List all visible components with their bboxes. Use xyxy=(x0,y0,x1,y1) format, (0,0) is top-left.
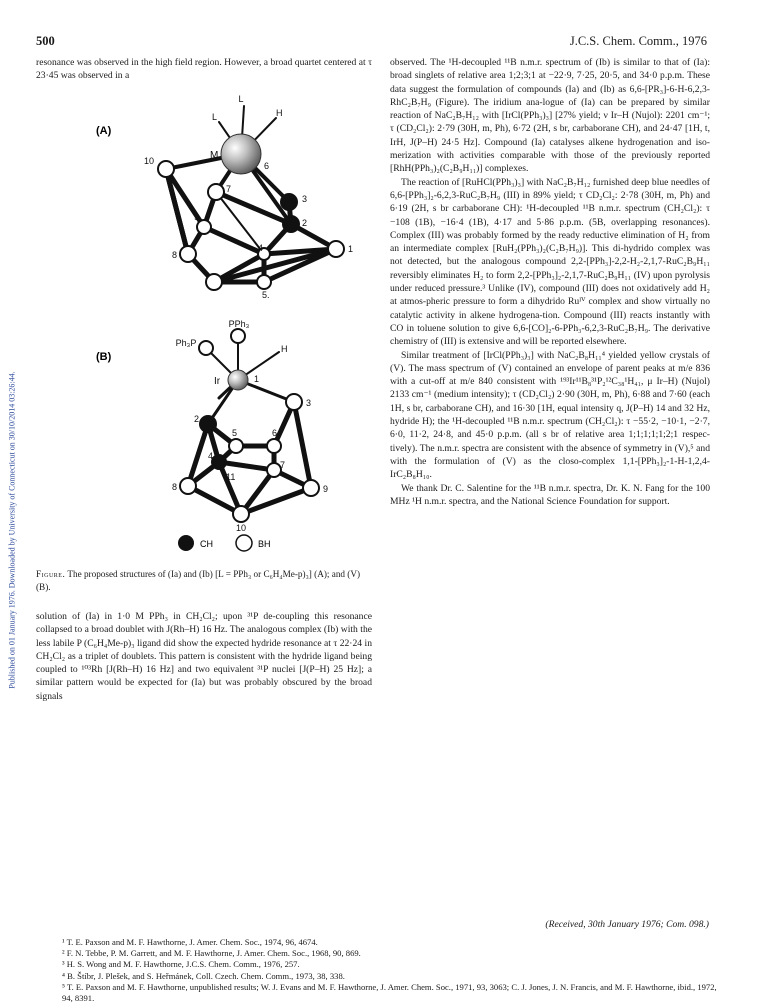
ch-vertex-2 xyxy=(283,216,299,232)
bh-vertex-3b xyxy=(286,394,302,410)
atom-label: 8 xyxy=(172,482,178,492)
panel-b-label: (B) xyxy=(96,351,112,363)
bh-vertex-9 xyxy=(197,220,211,234)
legend-bh-label: BH xyxy=(258,539,271,549)
atom-label: 4 xyxy=(208,451,214,461)
ch-vertex-2b xyxy=(200,416,216,432)
bh-vertex-8b xyxy=(180,478,196,494)
atom-label: 11 xyxy=(226,472,236,482)
ch-legend-marker xyxy=(178,535,194,551)
left-column-bottom-text xyxy=(36,610,372,703)
atom-label: 3 xyxy=(306,398,312,408)
bh-vertex-7b xyxy=(267,463,281,477)
atom-label: L xyxy=(238,94,244,104)
atom-label: 7 xyxy=(226,184,232,194)
bh-vertex-5 xyxy=(206,274,222,290)
atom-label: 1 xyxy=(254,374,260,384)
atom-label: PPh₃ xyxy=(228,319,250,329)
figure xyxy=(36,84,376,554)
reference: ² F. N. Tebbe, P. M. Garrett, and M. F. Hawthorne, J. Amer. Chem. Soc., 1968, 90, 869. xyxy=(62,948,361,959)
left-column-top-text xyxy=(36,56,372,83)
figure-legend xyxy=(178,535,271,551)
paragraph: The reaction of [RuHCl(PPh₃)₃] with NaC₂B₇H₁₂ furnished deep blue needles of 6,6-[PPh₃]₂-6,2,3-RuC₂B₇H₉ (III) in 89% yield; τ CD₂Cl₂: 2·78 (30H, m, Ph) and 6·19 (2H, s br carbaborane CH): ¹H-decoupled ¹¹B n.m.r. spectrum (CH₂Cl₂): τ −108 (1B), −16·4 (1B), 4·17 and 5·86 p.p.m. (5B, overlapping resonances). Complex (III) was probably formed by the ready reductive elimination of H₂ from an intermediate complex [RuH₂(PPh₃)₂(C₂B₇H₉)]. This di-hydrido complex was not detected, but the analogous compound 2,2-[PPh₃]-2,2-H₂-2,1,7-RuC₂B₉H₁₁ reversibly eliminates H₂ to form 2,2-[PPh₃]₂-2,1,7-RuC₂B₉H₁₁ (IV) upon pyrolysis under reduced pressure.³ Unlike (IV), compound (III) does not oxidatively add H₂ at atmos-pheric pressure to form a dihydrido Ruᴵⱽ complex and show virtually no catalytic activity in alkene hydrogena-tion. Compound (III) reacts instantly with CO in toluene solution to give 6,6-[CO]₂-6-PPh₃-6,2,3-RuC₂B₇H₉. The derivative chemistry of (III) is extensive and will be reported elsewhere. xyxy=(390,176,710,348)
references xyxy=(62,937,722,1004)
reference: ¹ T. E. Paxson and M. F. Hawthorne, J. Amer. Chem. Soc., 1974, 96, 4674. xyxy=(62,937,318,947)
bh-vertex-10b xyxy=(233,506,249,522)
atom-label: Ph₃P xyxy=(175,338,197,348)
atom-label: 9 xyxy=(194,212,200,222)
bh-vertex-1 xyxy=(328,241,344,257)
figure-caption xyxy=(36,568,372,593)
paragraph: resonance was observed in the high field region. However, a broad quartet centered at τ 23·45 was observed in a xyxy=(36,57,372,82)
atom-label: Ir xyxy=(214,376,221,387)
legend-ch-label: CH xyxy=(200,539,213,549)
atom-label: 9 xyxy=(323,484,329,494)
reference: ³ H. S. Wong and M. F. Hawthorne, J.C.S. Chem. Comm., 1976, 257. xyxy=(62,959,300,970)
reference: ⁵ T. E. Paxson and M. F. Hawthorne, unpublished results; W. J. Evans and M. F. Hawthorne, J. Amer. Chem. Soc., 1971, 93, 3063; C. J. Jones, J. N. Francis, and M. F. Hawthorne, ibid., 1972, 94, 8391. xyxy=(62,981,717,1004)
paragraph: observed. The ¹H-decoupled ¹¹B n.m.r. spectrum of (Ib) is similar to that of (Ia): broad singlets of relative area 1;2;3;1 at −22·9, 7·25, 20·5, and 34·0 p.p.m. These data suggest the formulation of compounds (Ia) and (Ib) as 6,6-[PR₃]-6-H-6,2,3-RhC₂B₇H₉ (Figure). The iridium ana-logue of (Ia) can be prepared by similar reaction of NaC₂B₇H₁₂ with [IrCl(PPh₃)₃] [27% yield; ν Ir–H (Nujol): 2201 cm⁻¹; τ (CD₂Cl₂): 2·79 (30H, m, Ph), 6·72 (2H, s br, carbaborane CH), and 24·47 [1H, t, IrH, J(P–H) 24·5 Hz]. Compound (Ia) catalyses alkene hydrogenation and iso-merization with activities comparable with those of the previously reported [RhH(PPh₃)₂(C₂B₉H₁₁)] complexes. xyxy=(390,57,710,175)
metal-atom-m xyxy=(221,134,261,174)
atom-label: 1 xyxy=(348,244,354,254)
download-watermark xyxy=(6,170,18,890)
right-column-text xyxy=(390,56,710,508)
atom-label: H xyxy=(281,344,288,354)
phosphine-left xyxy=(199,341,213,355)
panel-a-label: (A) xyxy=(96,125,112,137)
atom-label: L xyxy=(212,112,218,122)
reference: ⁴ B. Štíbr, J. Plešek, and S. Heřmánek, Coll. Czech. Chem. Comm., 1973, 38, 338. xyxy=(62,970,345,981)
atom-label: 10 xyxy=(144,156,155,166)
atom-label: 4 xyxy=(258,243,264,253)
ch-vertex-4b xyxy=(212,455,226,469)
caption-text: The proposed structures of (Ia) and (Ib) [L = PPh₃ or C₆H₄Me-p)₃] (A); and (V) (B). xyxy=(36,569,361,592)
bh-vertex-6b2 xyxy=(267,439,281,453)
atom-label: 2 xyxy=(302,218,308,228)
atom-label: 5 xyxy=(232,428,238,438)
phosphine-top xyxy=(231,329,245,343)
bh-vertex-6b xyxy=(257,275,271,289)
structure-figure-svg xyxy=(36,84,376,554)
caption-label: Figure. xyxy=(36,569,66,579)
atom-label: 2 xyxy=(194,414,200,424)
panel-a-atoms xyxy=(158,134,344,290)
journal-header: J.C.S. Chem. Comm., 1976 xyxy=(569,34,707,48)
iridium-atom xyxy=(228,370,248,390)
atom-label: M xyxy=(210,150,219,161)
paragraph: Similar treatment of [IrCl(PPh₃)₃] with NaC₂B₈H₁₁⁴ yielded yellow crystals of (V). The mass spectrum of (V) contained an envelope of parent peaks at m/e 836 with a cut-off at m/e 840 consistent with ¹⁹³Ir¹¹B₈³¹P₂¹²C₃₈¹H₄₁, μ Ir–H) (Nujol) 2133 cm⁻¹ (medium intensity); τ (CD₂Cl₂) 2·90 (30H, m, Ph), 6·88 and 7·60 (each 1H, s br, carbaborane CH), and 16·30 [1H, equal intensity q, J(P–H) 14 and 32 Hz, hydride H); the ¹H-decoupled ¹¹B n.m.r. spectrum (CH₂Cl₂): τ −55·2, −10·1, −2·7, 6·0, 11·2, 24·8, and 45·0 p.p.m. (all s br of relative area 1;1;1;1;1;2;1 respec-tively). The n.m.r. spectra are consistent with the absence of symmetry in (V),⁵ and with the formulation of (V) as the closo-complex 1,1-[PPh₃]₂-1-H-1,2,4-IrC₂B₈H₁₀. xyxy=(390,349,710,481)
bh-vertex-7 xyxy=(208,184,224,200)
atom-label: 7 xyxy=(280,460,286,470)
bh-vertex-5b xyxy=(229,439,243,453)
paragraph: We thank Dr. C. Salentine for the ¹¹B n.m.r. spectra, Dr. K. N. Fang for the 100 MHz ¹H n.m.r. spectra, and the National Science Foundation for support. xyxy=(390,482,710,507)
atom-label: 6 xyxy=(264,161,270,171)
bh-vertex-8 xyxy=(180,246,196,262)
atom-label: 8 xyxy=(172,250,178,260)
atom-label: 6 xyxy=(272,428,278,438)
atom-label: 3 xyxy=(302,194,308,204)
watermark-text: Published on 01 January 1976. Downloaded by University of Connecticut on 30/10/2014 03:26:44. xyxy=(7,371,17,689)
atom-label: 10 xyxy=(235,523,247,533)
bh-vertex-10 xyxy=(158,161,174,177)
received-date: (Received, 30th January 1976; Com. 098.) xyxy=(545,919,709,930)
atom-label: 5. xyxy=(262,290,270,300)
bh-legend-marker xyxy=(236,535,252,551)
ch-vertex-3 xyxy=(281,194,297,210)
atom-label: H xyxy=(276,108,283,118)
bh-vertex-9b xyxy=(303,480,319,496)
paragraph: solution of (Ia) in 1·0 M PPh₃ in CH₂Cl₂; upon ³¹P de-coupling this resonance collapsed to a broad doublet with J(Rh–H) 16 Hz. The analogous complex (Ib) with the less labile P (C₆H₄Me-p)₃ ligand did show the expected hydride resonance at τ 22·24 in CH₂Cl₂ as a triplet of doublets. This pattern is consistent with the hydride ligand being coupled to ¹⁰³Rh [J(Rh–H) 16 Hz] and two equivalent ³¹P nuclei [J(P–H) 25 Hz]; a similar pattern would be expected for (Ia) but was probably obscured by the broad signals xyxy=(36,611,372,702)
page-number: 500 xyxy=(36,34,55,48)
